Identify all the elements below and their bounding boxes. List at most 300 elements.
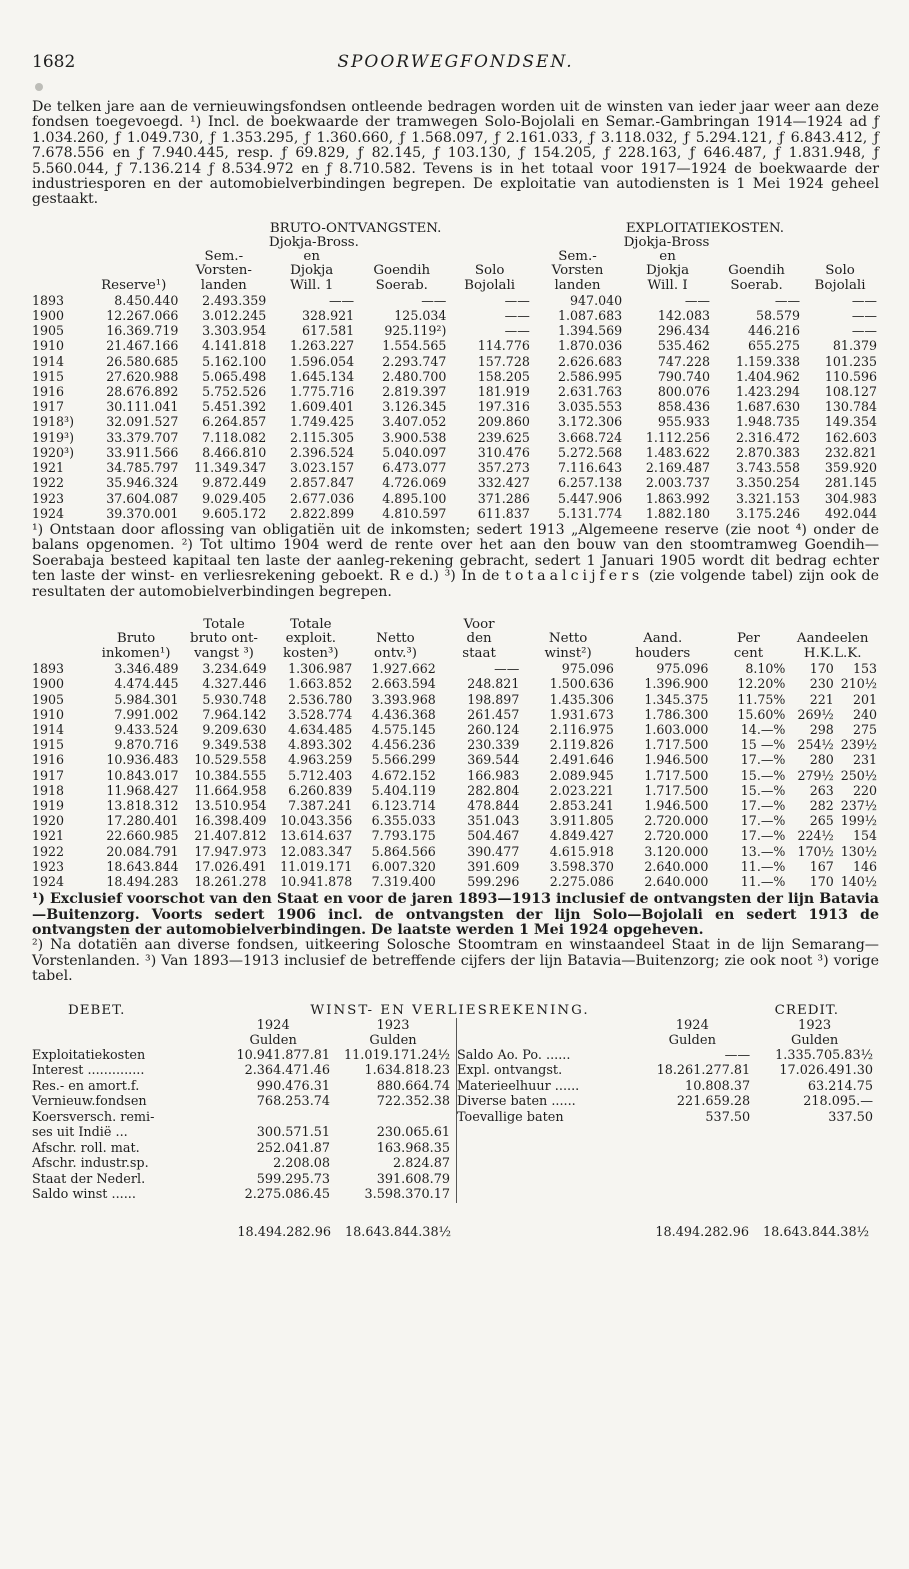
value-cell: 15.—% <box>740 782 786 798</box>
ledger-row <box>457 1063 879 1079</box>
value-cell: 12.20% <box>737 676 786 692</box>
table-row <box>32 445 880 460</box>
value-cell: 800.076 <box>657 384 710 400</box>
debet-label: DEBET. <box>68 1002 126 1018</box>
value-cell: 6.264.857 <box>202 414 267 430</box>
value-cell: 146 <box>852 858 877 874</box>
value-cell: 27.620.988 <box>106 368 179 384</box>
table-row <box>32 798 880 813</box>
header-cell: Totale <box>290 616 332 632</box>
value-cell: 125.034 <box>394 308 447 324</box>
value-cell: 28.676.892 <box>106 384 179 400</box>
value-cell: 298 <box>809 721 834 737</box>
value-cell: 17.—% <box>740 828 786 844</box>
table-row <box>32 354 880 369</box>
header-cell: Totale <box>203 616 245 632</box>
value-cell: 14.—% <box>740 721 786 737</box>
value-cell: 5.404.119 <box>371 782 436 798</box>
value-cell: 1.609.401 <box>290 399 355 415</box>
value-cell: 170 <box>809 874 834 889</box>
ledger-totals <box>32 1225 879 1240</box>
ledger-row <box>457 1079 879 1095</box>
value-cell: 240 <box>852 706 877 722</box>
value-cell: 170½ <box>797 843 834 859</box>
value-cell: 17.—% <box>740 752 786 768</box>
ledger-row <box>32 1187 456 1203</box>
value-cell: 5.162.100 <box>202 353 267 369</box>
value-cell: 282 <box>809 797 834 813</box>
value-cell: 2.119.826 <box>549 737 614 753</box>
value-cell: 201 <box>852 691 877 707</box>
value-cell: 1.645.134 <box>290 368 355 384</box>
table1-body <box>32 293 880 521</box>
ledger-amount: 221.659.28 <box>676 1094 751 1110</box>
value-cell: 20.084.791 <box>106 843 179 859</box>
table-row <box>32 414 880 429</box>
value-cell: 5.712.403 <box>288 767 353 783</box>
header-cell: en <box>659 249 676 265</box>
table-row <box>32 828 880 843</box>
value-cell: 359.920 <box>824 460 877 476</box>
header-cell: Will. I <box>647 277 688 293</box>
value-cell: 12.267.066 <box>106 308 179 324</box>
table-row <box>32 676 880 691</box>
value-cell: 2.116.975 <box>549 721 614 737</box>
table2-header-row-2 <box>32 632 880 646</box>
value-cell: 9.605.172 <box>202 505 267 521</box>
header-cell <box>32 618 94 632</box>
value-cell: 2.720.000 <box>644 828 709 844</box>
ledger-row <box>32 1141 456 1157</box>
value-cell: 18.261.278 <box>194 874 267 889</box>
value-cell: 1.396.900 <box>644 676 709 692</box>
value-cell: 1.483.622 <box>645 444 710 460</box>
value-cell: 2.663.594 <box>371 676 436 692</box>
value-cell: 1.596.054 <box>290 353 355 369</box>
value-cell: 2.677.036 <box>290 490 355 506</box>
value-cell: 1.931.673 <box>549 706 614 722</box>
credit-year-b: 1923 <box>798 1017 832 1033</box>
ledger-amount: —— <box>724 1047 751 1063</box>
running-title: SPOORWEGFONDSEN. <box>337 52 574 72</box>
table2-footnote-2: ²) Na dotatiën aan diverse fondsen, uitkeering Solosche Stoomtram en winstaandeel Staat in de lijn Semarang—Vorstenlanden. ³) Van 1893—1913 inclusief de betreffende cijfers der lijn Batavia—Buitenzorg; zie ook noot ³) vorige tabel. <box>32 937 879 985</box>
value-cell: 5.864.566 <box>371 843 436 859</box>
value-cell: 2.631.763 <box>558 384 623 400</box>
year-cell: 1918 <box>32 782 65 798</box>
ledger-amount: 990.476.31 <box>256 1078 331 1094</box>
value-cell: 2.089.945 <box>549 767 614 783</box>
value-cell: 170 <box>809 661 834 677</box>
table1-header-row-3 <box>32 279 880 293</box>
value-cell: 2.857.847 <box>290 475 355 491</box>
value-cell: 130.784 <box>824 399 877 415</box>
value-cell: 269½ <box>797 706 834 722</box>
value-cell: 224½ <box>797 828 834 844</box>
ledger-amount: 252.041.87 <box>256 1140 331 1156</box>
header-cell <box>89 264 181 278</box>
ledger-amount: 300.571.51 <box>256 1125 331 1141</box>
value-cell: 8.450.440 <box>114 292 179 308</box>
value-cell: 790.740 <box>657 368 710 384</box>
value-cell: 391.609 <box>467 858 520 874</box>
header-cell: Will. 1 <box>289 277 334 293</box>
value-cell: 239.625 <box>477 429 530 445</box>
value-cell: 7.991.002 <box>114 706 179 722</box>
value-cell: 1.775.716 <box>290 384 355 400</box>
header-cell <box>355 618 439 632</box>
year-cell: 1916 <box>32 752 65 768</box>
debit-total-b: 18.643.844.38½ <box>344 1224 451 1240</box>
table-row <box>32 323 880 338</box>
value-cell: 280 <box>809 752 834 768</box>
ledger-amount: 3.598.370.17 <box>364 1187 450 1203</box>
header-cell: ontv.³) <box>374 645 417 661</box>
value-cell: 925.119²) <box>384 323 447 339</box>
value-cell: 1.112.256 <box>645 429 710 445</box>
header-cell: Djokja <box>290 263 334 279</box>
table-row <box>32 859 880 874</box>
ledger-amount: 10.808.37 <box>685 1078 751 1094</box>
value-cell: 4.436.368 <box>371 706 436 722</box>
table-row <box>32 661 880 676</box>
value-cell: 149.354 <box>824 414 877 430</box>
header-cell: Reserve¹) <box>101 277 167 293</box>
value-cell: 33.379.707 <box>106 429 179 445</box>
value-cell: 2.169.487 <box>645 460 710 476</box>
table-row <box>32 813 880 828</box>
value-cell: 5.930.748 <box>202 691 267 707</box>
header-cell: Soerab. <box>730 277 783 293</box>
value-cell: 22.660.985 <box>106 828 179 844</box>
year-cell: 1921 <box>32 460 65 476</box>
header-cell: Solo <box>825 263 855 279</box>
value-cell: 8.10% <box>745 661 786 677</box>
value-cell: 2.870.383 <box>735 444 801 460</box>
value-cell: 181.919 <box>477 384 530 400</box>
ledger-amount: 880.664.74 <box>376 1078 450 1094</box>
value-cell: 230.339 <box>467 737 520 753</box>
value-cell: —— <box>851 308 877 324</box>
value-cell: 239½ <box>840 737 877 753</box>
credit-entries <box>457 1048 879 1126</box>
value-cell: —— <box>328 292 355 308</box>
value-cell: 1.663.852 <box>288 676 353 692</box>
revenue-expense-table <box>32 222 880 521</box>
value-cell: 296.434 <box>657 323 710 339</box>
value-cell: 1.345.375 <box>644 691 709 707</box>
table-row <box>32 399 880 414</box>
value-cell: 3.900.538 <box>382 429 447 445</box>
value-cell: 1.394.569 <box>558 323 623 339</box>
value-cell: 35.946.324 <box>106 475 179 491</box>
page-number: 1682 <box>32 52 76 72</box>
value-cell: 3.346.489 <box>114 661 179 677</box>
value-cell: 13.510.954 <box>194 797 267 813</box>
value-cell: 1.159.338 <box>735 353 801 369</box>
value-cell: 4.456.236 <box>371 737 436 753</box>
value-cell: 2.819.397 <box>382 384 447 400</box>
value-cell: 2.720.000 <box>644 813 709 829</box>
value-cell: 282.804 <box>467 782 520 798</box>
djokja-bross-label: Djokja-Bross. <box>268 235 359 251</box>
value-cell: 2.822.899 <box>290 505 355 521</box>
ledger-item: Res.- en amort.f. <box>32 1078 140 1094</box>
table1-header-row-1 <box>32 250 880 264</box>
ledger-item: Afschr. roll. mat. <box>32 1140 140 1156</box>
header-cell <box>357 250 449 264</box>
value-cell: 2.115.305 <box>290 429 355 445</box>
value-cell: 17.026.491 <box>194 858 267 874</box>
table-row <box>32 707 880 722</box>
value-cell: 199½ <box>840 813 877 829</box>
year-cell: 1893 <box>32 661 65 677</box>
value-cell: 154 <box>852 828 877 844</box>
ledger-row <box>32 1172 456 1188</box>
value-cell: 371.286 <box>477 490 530 506</box>
table2-header-row-1 <box>32 618 880 632</box>
value-cell: 32.091.527 <box>106 414 179 430</box>
header-cell: Netto <box>548 631 588 647</box>
table-row <box>32 384 880 399</box>
value-cell: 4.895.100 <box>382 490 447 506</box>
header-cell <box>32 279 89 293</box>
ledger-item: Toevallige baten <box>457 1109 564 1125</box>
debit-total-a: 18.494.282.96 <box>237 1224 331 1240</box>
header-cell <box>522 618 617 632</box>
header-cell: Aandeelen <box>796 631 869 647</box>
value-cell: 2.493.359 <box>202 292 267 308</box>
ledger-row <box>32 1079 456 1095</box>
debit-entries <box>32 1048 456 1203</box>
value-cell: 10.529.558 <box>194 752 267 768</box>
header-cell <box>803 250 880 264</box>
value-cell: 15 —% <box>740 737 786 753</box>
value-cell: 1.554.565 <box>382 338 447 354</box>
ledger-title: WINST- EN VERLIESREKENING. <box>310 1002 590 1018</box>
value-cell: 263 <box>809 782 834 798</box>
table1-footnote-spaced: totaalcijfers <box>505 568 644 585</box>
value-cell: 5.131.774 <box>558 505 623 521</box>
value-cell: 140½ <box>840 874 877 889</box>
year-cell: 1920³) <box>32 444 75 460</box>
header-cell <box>32 632 94 646</box>
value-cell: 221 <box>809 691 834 707</box>
table-row <box>32 692 880 707</box>
table-row <box>32 768 880 783</box>
value-cell: 3.126.345 <box>382 399 447 415</box>
value-cell: 3.012.245 <box>202 308 267 324</box>
value-cell: 18.643.844 <box>106 858 179 874</box>
value-cell: 9.872.449 <box>202 475 267 491</box>
ledger-item: Diverse baten ...... <box>457 1094 576 1110</box>
header-cell: Goendih <box>373 263 431 279</box>
value-cell: 2.626.683 <box>558 353 623 369</box>
value-cell: 248.821 <box>467 676 520 692</box>
header-cell <box>713 250 803 264</box>
value-cell: 110.596 <box>824 368 877 384</box>
ledger-item: Materieelhuur ...... <box>457 1078 580 1094</box>
year-cell: 1919 <box>32 797 65 813</box>
value-cell: 9.029.405 <box>202 490 267 506</box>
debit-year-b: 1923 <box>376 1017 410 1033</box>
ledger-item: Saldo winst ...... <box>32 1187 136 1203</box>
value-cell: 446.216 <box>747 323 801 339</box>
value-cell: 3.668.724 <box>558 429 623 445</box>
header-cell: exploit. <box>285 631 336 647</box>
value-cell: 11.349.347 <box>194 460 267 476</box>
credit-side <box>456 1018 879 1203</box>
credit-label: CREDIT. <box>774 1002 839 1018</box>
ledger-amount: 768.253.74 <box>256 1094 331 1110</box>
ledger-amount: 230.065.61 <box>376 1125 450 1141</box>
header-cell: landen <box>200 277 247 293</box>
table-row <box>32 475 880 490</box>
value-cell: 1.863.992 <box>645 490 710 506</box>
value-cell: 232.821 <box>824 444 877 460</box>
value-cell: 1.749.425 <box>290 414 355 430</box>
value-cell: 2.491.646 <box>549 752 614 768</box>
value-cell: 4.634.485 <box>288 721 353 737</box>
ledger-row <box>32 1048 456 1064</box>
value-cell: 332.427 <box>477 475 530 491</box>
credit-unit-b: Gulden <box>790 1032 839 1048</box>
value-cell: 328.921 <box>302 308 355 324</box>
table-row <box>32 460 880 475</box>
ledger-amount: 2.208.08 <box>273 1156 331 1172</box>
value-cell: 304.983 <box>824 490 877 506</box>
value-cell: 10.941.878 <box>280 874 353 889</box>
header-cell: Sem.- <box>558 249 597 265</box>
year-cell: 1910 <box>32 706 65 722</box>
value-cell: 4.474.445 <box>114 676 179 692</box>
year-cell: 1916 <box>32 384 65 400</box>
value-cell: 2.003.737 <box>645 475 710 491</box>
header-cell: bruto ont- <box>190 631 258 647</box>
value-cell: 11.968.427 <box>106 782 179 798</box>
value-cell: 34.785.797 <box>106 460 179 476</box>
value-cell: 3.234.649 <box>202 661 267 677</box>
header-cell: Vorsten <box>551 263 604 279</box>
debit-side <box>32 1018 456 1203</box>
header-cell: H.K.L.K. <box>803 645 862 661</box>
value-cell: 15.—% <box>740 767 786 783</box>
ledger-row <box>32 1125 456 1141</box>
value-cell: 1.717.500 <box>644 737 709 753</box>
value-cell: 351.043 <box>467 813 520 829</box>
value-cell: 15.60% <box>737 706 786 722</box>
header-cell: Soerab. <box>375 277 428 293</box>
value-cell: 237½ <box>840 797 877 813</box>
table1-footnote-b: (zie volgende tabel) zijn ook de resultaten der automobielverbindingen begrepen. <box>32 568 879 600</box>
value-cell: 655.275 <box>747 338 801 354</box>
value-cell: 6.473.077 <box>382 460 447 476</box>
header-cell <box>788 618 880 632</box>
value-cell: 142.083 <box>657 308 710 324</box>
value-cell: 7.116.643 <box>558 460 623 476</box>
value-cell: 9.870.716 <box>114 737 179 753</box>
value-cell: 130½ <box>840 843 877 859</box>
value-cell: 254½ <box>797 737 834 753</box>
value-cell: 10.936.483 <box>106 752 179 768</box>
year-cell: 1915 <box>32 368 65 384</box>
ledger-item: Expl. ontvangst. <box>457 1063 563 1079</box>
value-cell: 58.579 <box>755 308 801 324</box>
value-cell: 30.111.041 <box>106 399 179 415</box>
year-cell: 1918³) <box>32 414 75 430</box>
value-cell: 11.—% <box>740 874 786 889</box>
table-row <box>32 338 880 353</box>
table-row <box>32 293 880 308</box>
ledger-amount: 218.095.— <box>803 1094 873 1110</box>
value-cell: 11.75% <box>737 691 786 707</box>
value-cell: 198.897 <box>467 691 520 707</box>
value-cell: 261.457 <box>467 706 520 722</box>
value-cell: 2.275.086 <box>549 874 614 889</box>
value-cell: 158.205 <box>477 368 530 384</box>
value-cell: 17.280.401 <box>106 813 179 829</box>
value-cell: 6.257.138 <box>558 475 623 491</box>
header-cell: inkomen¹) <box>101 645 171 661</box>
value-cell: 5.566.299 <box>371 752 436 768</box>
value-cell: 4.849.427 <box>549 828 614 844</box>
ledger-item: Interest .............. <box>32 1063 145 1079</box>
value-cell: 1.946.500 <box>644 752 709 768</box>
value-cell: 12.083.347 <box>280 843 353 859</box>
value-cell: 18.494.283 <box>106 874 179 889</box>
value-cell: 16.398.409 <box>194 813 267 829</box>
page-header <box>32 52 879 86</box>
value-cell: 2.316.472 <box>735 429 801 445</box>
value-cell: 1.882.180 <box>645 505 710 521</box>
header-cell <box>617 618 712 632</box>
table-row <box>32 506 880 521</box>
income-dividend-table <box>32 618 880 889</box>
year-cell: 1924 <box>32 874 65 889</box>
value-cell: 279½ <box>797 767 834 783</box>
value-cell: 11.—% <box>740 858 786 874</box>
value-cell: 5.752.526 <box>202 384 267 400</box>
value-cell: 2.853.241 <box>549 797 614 813</box>
value-cell: 10.843.017 <box>106 767 179 783</box>
ledger-amount: 10.941.877.81 <box>236 1047 331 1063</box>
header-cell: kosten³) <box>283 645 339 661</box>
header-cell: Solo <box>474 263 505 279</box>
table-row <box>32 737 880 752</box>
ledger-amount: 63.214.75 <box>807 1078 873 1094</box>
value-cell: 13.818.312 <box>106 797 179 813</box>
value-cell: 3.743.558 <box>735 460 801 476</box>
value-cell: 357.273 <box>477 460 530 476</box>
ledger-item: Saldo Ao. Po. ...... <box>457 1047 571 1063</box>
expl-group-label: EXPLOITATIEKOSTEN. <box>625 220 785 236</box>
value-cell: 4.963.259 <box>288 752 353 768</box>
intro-paragraph: De telken jare aan de vernieuwingsfondsen ontleende bedragen worden uit de winsten van ieder jaar weer aan deze fondsen toegevoegd. ¹) Incl. de boekwaarde der tramwegen Solo-Bojolali en Semar.-Gambringan 1914—1924 ad ƒ 1.034.260, ƒ 1.049.730, ƒ 1.353.295, ƒ 1.360.660, ƒ 1.568.097, ƒ 2.161.033, ƒ 3.118.032, ƒ 5.294.121, ƒ 6.843.412, ƒ 7.678.556 en ƒ 7.940.445, resp. ƒ 69.829, ƒ 82.145, ƒ 103.130, ƒ 154.205, ƒ 228.163, ƒ 646.487, ƒ 1.831.948, ƒ 5.560.044, ƒ 7.136.214 ƒ 8.534.972 en ƒ 8.710.582. Tevens is in het totaal voor 1917—1924 de boekwaarde der industriesporen en der automobielverbindingen begrepen. De exploitatie van autodiensten is 1 Mei 1924 geheel gestaakt. <box>32 99 879 208</box>
ledger-heading <box>32 1003 879 1018</box>
year-cell: 1905 <box>32 323 65 339</box>
header-cell <box>89 250 181 264</box>
year-cell: 1915 <box>32 737 65 753</box>
value-cell: —— <box>851 292 877 308</box>
value-cell: 390.477 <box>467 843 520 859</box>
value-cell: 3.350.254 <box>735 475 801 491</box>
ledger-row <box>457 1110 879 1126</box>
header-cell: Sem.- <box>204 249 244 265</box>
header-cell: Bojolali <box>464 277 516 293</box>
value-cell: 1.870.036 <box>558 338 623 354</box>
value-cell: 7.319.400 <box>371 874 436 889</box>
value-cell: 220 <box>852 782 877 798</box>
table2-body <box>32 661 880 889</box>
